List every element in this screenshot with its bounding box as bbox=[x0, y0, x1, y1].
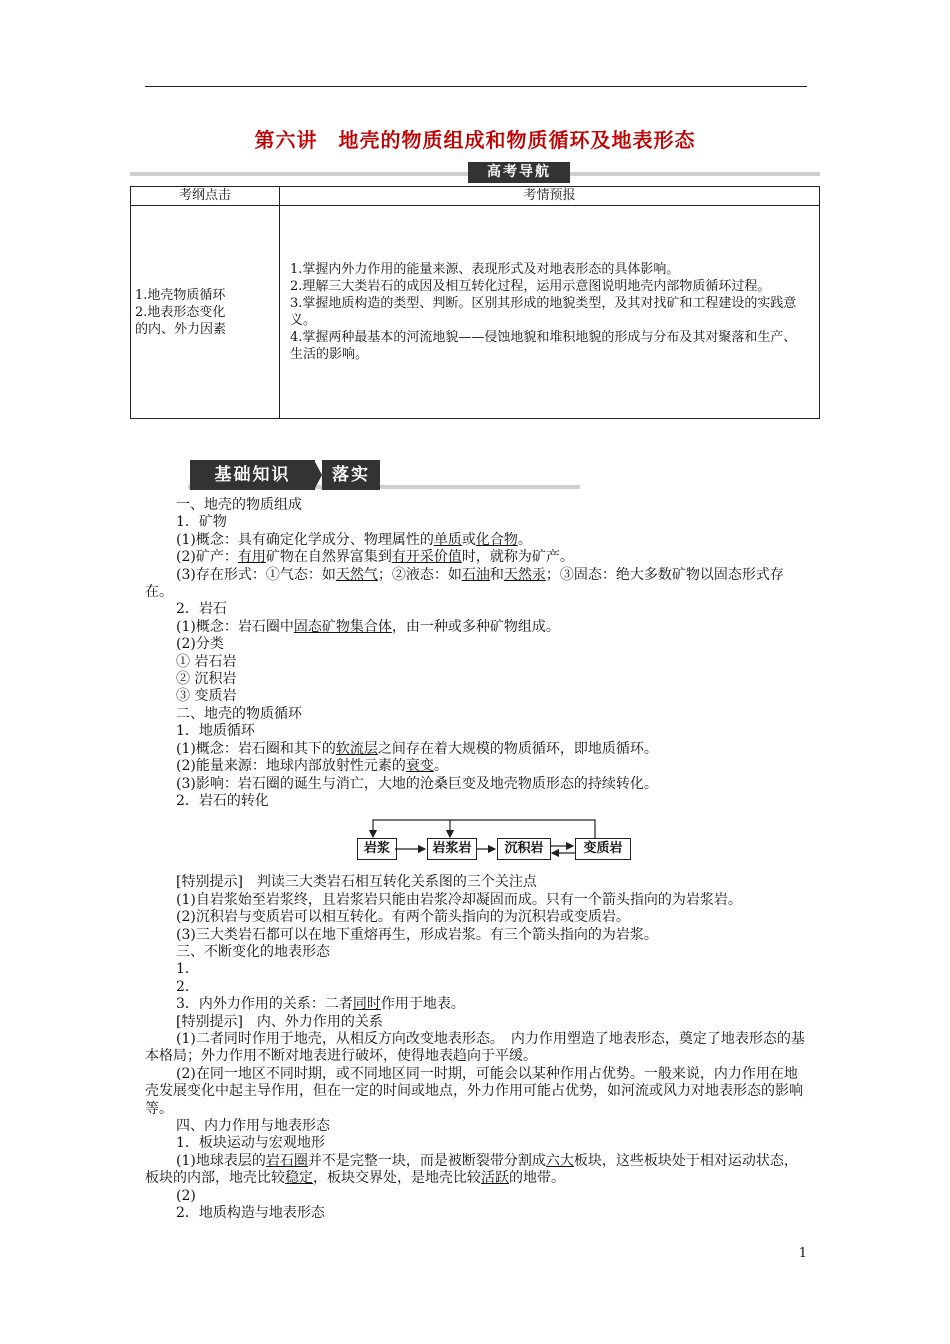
list-item: ① 岩石岩 bbox=[176, 653, 237, 670]
paragraph: (2)能量来源：地球内部放射性元素的衰变。 bbox=[176, 758, 448, 775]
subsection-heading: 1．矿物 bbox=[176, 514, 227, 531]
paragraph: (2) bbox=[176, 1187, 196, 1204]
subsection-heading: 2．地质构造与地表形态 bbox=[176, 1205, 325, 1222]
paragraph: (2)矿产：有用矿物在自然界富集到有开采价值时，就称为矿产。 bbox=[176, 549, 574, 566]
exam-guide-table bbox=[130, 186, 820, 419]
forecast-line: 3.掌握地质构造的类型、判断。区别其形成的地貌类型，及其对找矿和工程建设的实践意义。 bbox=[290, 296, 797, 328]
paragraph: (3)三大类岩石都可以在地下重熔再生，形成岩浆。有三个箭头指向的为岩浆。 bbox=[176, 926, 658, 943]
sedimentary-rock-box: 沉积岩 bbox=[497, 838, 551, 860]
top-rule bbox=[145, 86, 807, 87]
forecast-line: 4.掌握两种最基本的河流地貌——侵蚀地貌和堆积地貌的形成与分布及其对聚落和生产、生活的影响。 bbox=[290, 330, 797, 362]
basic-banner-label: 基础知识 bbox=[190, 460, 315, 490]
table-row bbox=[131, 206, 820, 419]
list-item: ② 沉积岩 bbox=[176, 671, 237, 688]
subsection-heading: 2．岩石 bbox=[176, 601, 227, 618]
table-header-row bbox=[131, 187, 820, 206]
table-head-right: 考情预报 bbox=[280, 187, 820, 206]
nav-banner-label: 高考导航 bbox=[468, 162, 570, 183]
paragraph: (1)二者同时作用于地壳，从相反方向改变地表形态。 内力作用塑造了地表形态，奠定了地表形态的基本格局；外力作用不断对地表进行破坏，使得地表趋向于平缓。 bbox=[145, 1030, 805, 1065]
forecast-line: 1.掌握内外力作用的能量来源、表现形式及对地表形态的具体影响。 bbox=[290, 262, 680, 277]
basic-knowledge-banner bbox=[130, 460, 580, 490]
nav-banner bbox=[130, 162, 820, 182]
paragraph: (3)影响：岩石圈的诞生与消亡，大地的沧桑巨变及地壳物质形态的持续转化。 bbox=[176, 775, 658, 792]
paragraph: (1)概念：岩石圈中固态矿物集合体，由一种或多种矿物组成。 bbox=[176, 618, 560, 635]
rock-cycle-diagram bbox=[145, 816, 807, 868]
tip-heading: [特别提示] 判读三大类岩石相互转化关系图的三个关注点 bbox=[176, 874, 537, 891]
igneous-rock-box: 岩浆岩 bbox=[427, 838, 477, 860]
page-number: 1 bbox=[798, 1246, 807, 1261]
forecast-line: 2.理解三大类岩石的成因及相互转化过程，运用示意图说明地壳内部物质循环过程。 bbox=[290, 279, 771, 294]
syllabus-line: 1.地壳物质循环 bbox=[135, 287, 226, 303]
page-title: 第六讲 地壳的物质组成和物质循环及地表形态 bbox=[254, 128, 696, 152]
syllabus-points-cell bbox=[131, 206, 280, 419]
subsection-heading: 1．板块运动与宏观地形 bbox=[176, 1135, 325, 1152]
paragraph: (2)分类 bbox=[176, 636, 224, 653]
section-heading: 三、不断变化的地表形态 bbox=[176, 943, 330, 960]
syllabus-line: 2.地表形态变化 bbox=[135, 304, 226, 320]
metamorphic-rock-box: 变质岩 bbox=[575, 838, 631, 860]
paragraph: (2)沉积岩与变质岩可以相互转化。有两个箭头指向的为沉积岩或变质岩。 bbox=[176, 909, 630, 926]
paragraph: (1)地球表层的岩石圈并不是完整一块，而是被断裂带分割成六大板块，这些板块处于相对运动状态，板块的内部，地壳比较稳定，板块交界处，是地壳比较活跃的地带。 bbox=[145, 1152, 798, 1187]
syllabus-line: 的内、外力因素 bbox=[135, 321, 227, 337]
list-item: 2. bbox=[176, 978, 190, 995]
exam-forecast-cell bbox=[280, 206, 820, 419]
section-heading: 四、内力作用与地表形态 bbox=[176, 1118, 330, 1134]
section-heading: 二、地壳的物质循环 bbox=[176, 705, 302, 722]
table-head-left: 考纲点击 bbox=[131, 187, 280, 206]
paragraph: (1)概念：岩石圈和其下的软流层之间存在着大规模的物质循环，即地质循环。 bbox=[176, 740, 658, 757]
basic-banner-label-2: 落实 bbox=[322, 460, 380, 490]
paragraph: (3)存在形式：①气态：如天然气；②液态：如石油和天然汞；③固态：绝大多数矿物以固态形式存在。 bbox=[145, 566, 784, 601]
subsection-heading: 2．岩石的转化 bbox=[176, 792, 269, 809]
main-content bbox=[145, 497, 807, 1222]
tip-heading: [特别提示] 内、外力作用的关系 bbox=[176, 1013, 383, 1030]
paragraph: (2)在同一地区不同时期，或不同地区同一时期，可能会以某种作用占优势。一般来说，内力作用在地壳发展变化中起主导作用，但在一定的时间或地点，外力作用可能占优势，如河流或风力对地表形态的影响等。 bbox=[145, 1065, 803, 1117]
basic-banner-arrow bbox=[314, 460, 322, 490]
paragraph: (1)自岩浆始至岩浆终，且岩浆岩只能由岩浆冷却凝固而成。只有一个箭头指向的为岩浆岩。 bbox=[176, 891, 742, 908]
section-heading: 一、地壳的物质组成 bbox=[176, 497, 302, 513]
paragraph: (1)概念：具有确定化学成分、物理属性的单质或化合物。 bbox=[176, 531, 532, 548]
magma-box: 岩浆 bbox=[357, 838, 397, 860]
paragraph: 3．内外力作用的关系：二者同时作用于地表。 bbox=[176, 996, 465, 1013]
subsection-heading: 1．地质循环 bbox=[176, 723, 255, 740]
list-item: ③ 变质岩 bbox=[176, 688, 237, 705]
list-item: 1. bbox=[176, 961, 190, 978]
